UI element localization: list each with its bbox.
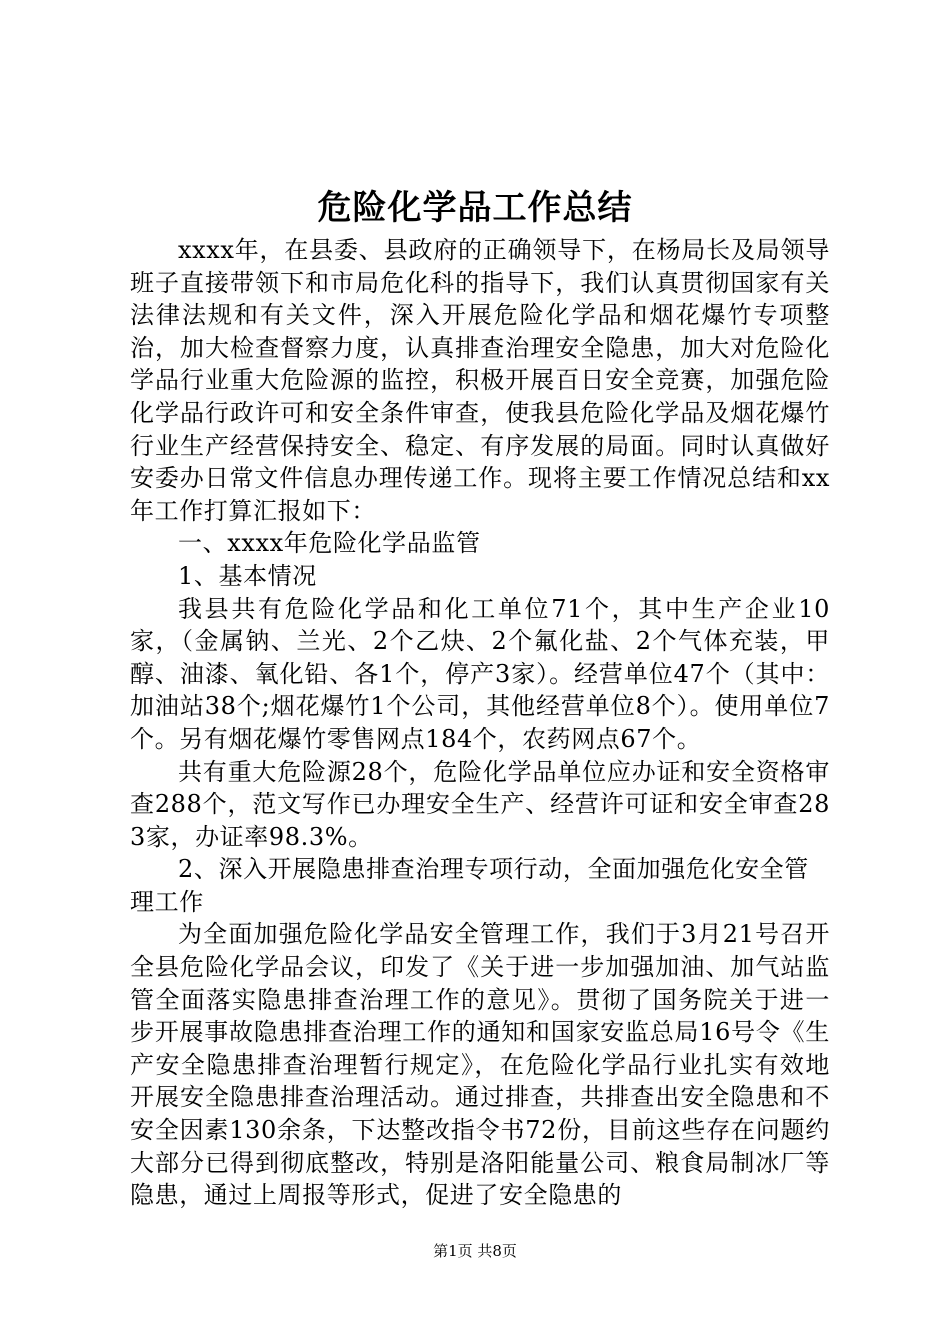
document-title: 危险化学品工作总结 [317, 188, 633, 228]
subsection-heading-basic: 1、基本情况 [178, 561, 317, 590]
page-number-footer: 第1页 共8页 [433, 1242, 517, 1260]
subsection-heading-inspection: 2、深入开展隐患排查治理专项行动，全面加强危化安全管理工作 [130, 855, 809, 916]
document-body [130, 234, 830, 1212]
section-heading-1: 一、xxxx年危险化学品监管 [178, 529, 481, 558]
basic-info-paragraph: 我县共有危险化学品和化工单位71个，其中生产企业10家，（金属钠、兰光、2个乙炔、2个氟化盐、2个气体充装，甲醇、油漆、氧化铅、各1个，停产3家）。经营单位47个（其中：加油站38个;烟花爆竹1个公司，其他经营单位8个）。使用单位7个。另有烟花爆竹零售网点184个，农药网点67个。 [130, 594, 830, 753]
inspection-paragraph: 为全面加强危险化学品安全管理工作，我们于3月21号召开全县危险化学品会议，印发了《关于进一步加强加油、加气站监管全面落实隐患排查治理工作的意见》。贯彻了国务院关于进一步开展事故隐患排查治理工作的通知和国家安监总局16号令《生产安全隐患排查治理暂行规定》，在危险化学品行业扎实有效地开展安全隐患排查治理活动。通过排查，共排查出安全隐患和不安全因素130余条，下达整改指令书72份，目前这些存在问题约大部分已得到彻底整改，特别是洛阳能量公司、粮食局制冰厂等隐患，通过上周报等形式，促进了安全隐患的 [130, 920, 830, 1210]
hazard-source-paragraph: 共有重大危险源28个，危险化学品单位应办证和安全资格审查288个，范文写作已办理安全生产、经营许可证和安全审查283家，办证率98.3%。 [130, 757, 830, 851]
intro-paragraph: xxxx年，在县委、县政府的正确领导下，在杨局长及局领导班子直接带领下和市局危化科的指导下，我们认真贯彻国家有关法律法规和有关文件，深入开展危险化学品和烟花爆竹专项整治，加大检查督察力度，认真排查治理安全隐患，加大对危险化学品行业重大危险源的监控，积极开展百日安全竞赛，加强危险化学品行政许可和安全条件审查，使我县危险化学品及烟花爆竹行业生产经营保持安全、稳定、有序发展的局面。同时认真做好安委办日常文件信息办理传递工作。现将主要工作情况总结和xx年工作打算汇报如下： [130, 236, 830, 525]
